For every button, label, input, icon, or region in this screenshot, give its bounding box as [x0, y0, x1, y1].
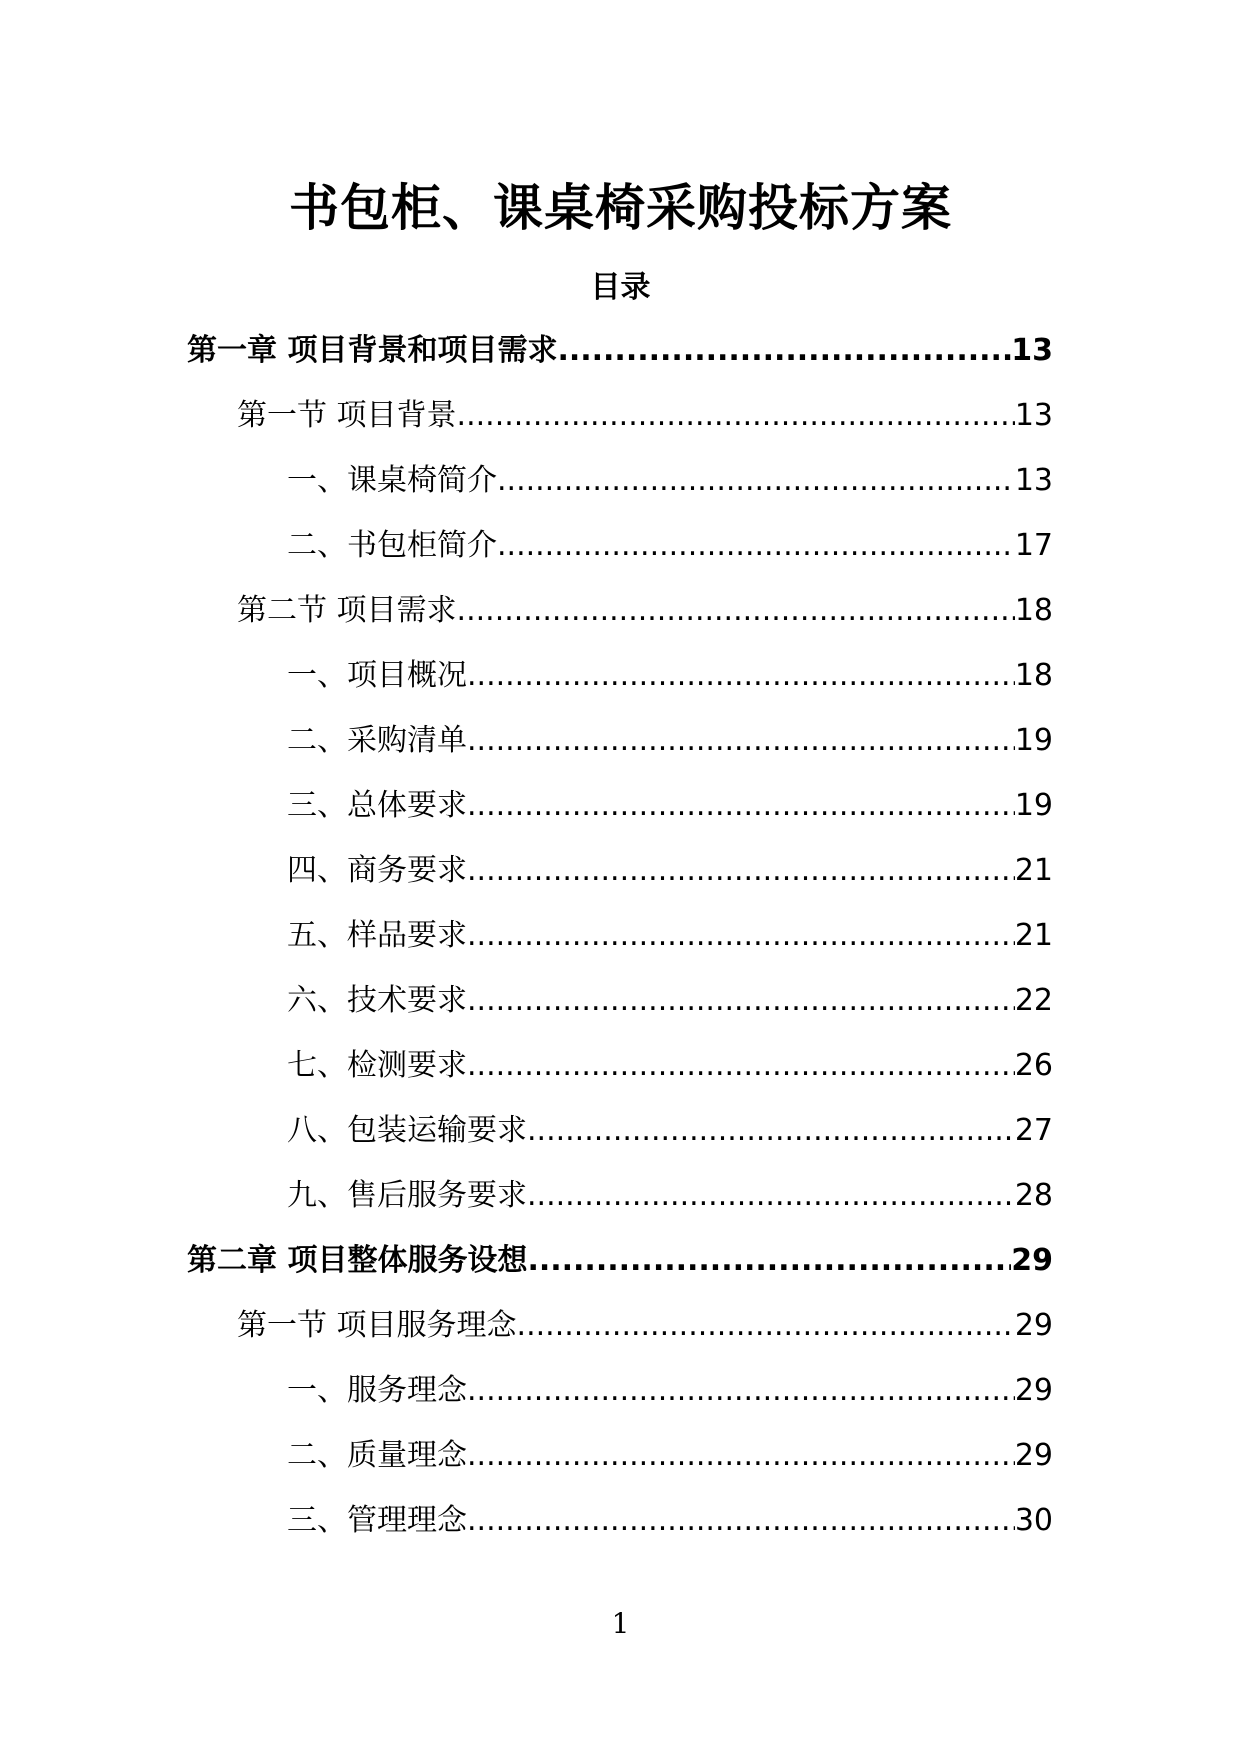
toc-entry-page: 29 — [1011, 1243, 1053, 1278]
toc-entry-label: 七、检测要求 — [287, 1048, 467, 1083]
toc-dot-leader — [517, 1302, 1015, 1350]
toc-dot-leader — [457, 587, 1015, 635]
toc-dot-leader — [467, 782, 1015, 830]
toc-dot-leader — [557, 327, 1011, 375]
toc-dot-leader — [467, 1042, 1015, 1090]
toc-entry-subsection[interactable] — [187, 1042, 1053, 1107]
toc-entry-page: 22 — [1014, 983, 1053, 1018]
toc-entry-page: 18 — [1014, 658, 1053, 693]
toc-entry-page: 17 — [1014, 528, 1053, 563]
document-title: 书包柜、课桌椅采购投标方案 — [289, 179, 952, 237]
toc-entry-page: 13 — [1014, 398, 1053, 433]
table-of-contents — [187, 327, 1053, 1562]
toc-entry-page: 13 — [1014, 463, 1053, 498]
toc-dot-leader — [527, 1172, 1015, 1220]
toc-dot-leader — [457, 392, 1015, 440]
toc-dot-leader — [467, 1367, 1015, 1415]
toc-entry-subsection[interactable] — [187, 1107, 1053, 1172]
toc-dot-leader — [497, 457, 1015, 505]
toc-entry-subsection[interactable] — [187, 1172, 1053, 1237]
toc-entry-label: 一、课桌椅简介 — [287, 463, 497, 498]
toc-entry-label: 五、样品要求 — [287, 918, 467, 953]
toc-entry-page: 21 — [1014, 853, 1053, 888]
toc-entry-page: 13 — [1011, 333, 1053, 368]
toc-entry-label: 一、项目概况 — [287, 658, 467, 693]
toc-entry-subsection[interactable] — [187, 522, 1053, 587]
toc-dot-leader — [467, 977, 1015, 1025]
toc-entry-section[interactable] — [187, 392, 1053, 457]
toc-entry-page: 27 — [1014, 1113, 1053, 1148]
toc-entry-label: 第二节 项目需求 — [237, 593, 457, 628]
toc-entry-page: 29 — [1014, 1438, 1053, 1473]
toc-entry-chapter-2[interactable] — [187, 1237, 1053, 1302]
toc-entry-subsection[interactable] — [187, 912, 1053, 977]
toc-entry-subsection[interactable] — [187, 717, 1053, 782]
toc-entry-page: 19 — [1014, 723, 1053, 758]
toc-dot-leader — [467, 1497, 1015, 1545]
toc-entry-page: 26 — [1014, 1048, 1053, 1083]
toc-entry-page: 29 — [1014, 1373, 1053, 1408]
toc-entry-page: 18 — [1014, 593, 1053, 628]
toc-entry-label: 一、服务理念 — [287, 1373, 467, 1408]
toc-dot-leader — [527, 1237, 1011, 1285]
toc-entry-subsection[interactable] — [187, 1367, 1053, 1432]
toc-entry-page: 28 — [1014, 1178, 1053, 1213]
toc-entry-label: 第一节 项目背景 — [237, 398, 457, 433]
toc-entry-label: 第二章 项目整体服务设想 — [187, 1243, 528, 1278]
toc-entry-label: 九、售后服务要求 — [287, 1178, 527, 1213]
toc-entry-subsection[interactable] — [187, 457, 1053, 522]
toc-entry-subsection[interactable] — [187, 1497, 1053, 1562]
toc-entry-subsection[interactable] — [187, 977, 1053, 1042]
toc-entry-label: 三、总体要求 — [287, 788, 467, 823]
toc-entry-label: 二、书包柜简介 — [287, 528, 497, 563]
toc-entry-label: 二、质量理念 — [287, 1438, 467, 1473]
toc-dot-leader — [467, 912, 1015, 960]
toc-entry-label: 六、技术要求 — [287, 983, 467, 1018]
toc-entry-subsection[interactable] — [187, 652, 1053, 717]
toc-entry-subsection[interactable] — [187, 782, 1053, 847]
toc-entry-label: 第一章 项目背景和项目需求 — [187, 333, 558, 368]
toc-entry-chapter-1[interactable] — [187, 327, 1053, 392]
toc-dot-leader — [497, 522, 1015, 570]
toc-entry-page: 29 — [1014, 1308, 1053, 1343]
toc-entry-subsection[interactable] — [187, 847, 1053, 912]
toc-entry-section[interactable] — [187, 587, 1053, 652]
toc-entry-label: 二、采购清单 — [287, 723, 467, 758]
toc-dot-leader — [527, 1107, 1015, 1155]
toc-dot-leader — [467, 1432, 1015, 1480]
toc-entry-page: 30 — [1014, 1503, 1053, 1538]
toc-entry-label: 三、管理理念 — [287, 1503, 467, 1538]
toc-entry-label: 四、商务要求 — [287, 853, 467, 888]
toc-entry-label: 第一节 项目服务理念 — [237, 1308, 517, 1343]
toc-entry-page: 21 — [1014, 918, 1053, 953]
toc-dot-leader — [467, 717, 1015, 765]
toc-entry-section[interactable] — [187, 1302, 1053, 1367]
toc-heading: 目录 — [590, 270, 651, 305]
toc-entry-page: 19 — [1014, 788, 1053, 823]
toc-dot-leader — [467, 847, 1015, 895]
toc-entry-subsection[interactable] — [187, 1432, 1053, 1497]
toc-entry-label: 八、包装运输要求 — [287, 1113, 527, 1148]
toc-dot-leader — [467, 652, 1015, 700]
page-number: 1 — [611, 1607, 630, 1640]
